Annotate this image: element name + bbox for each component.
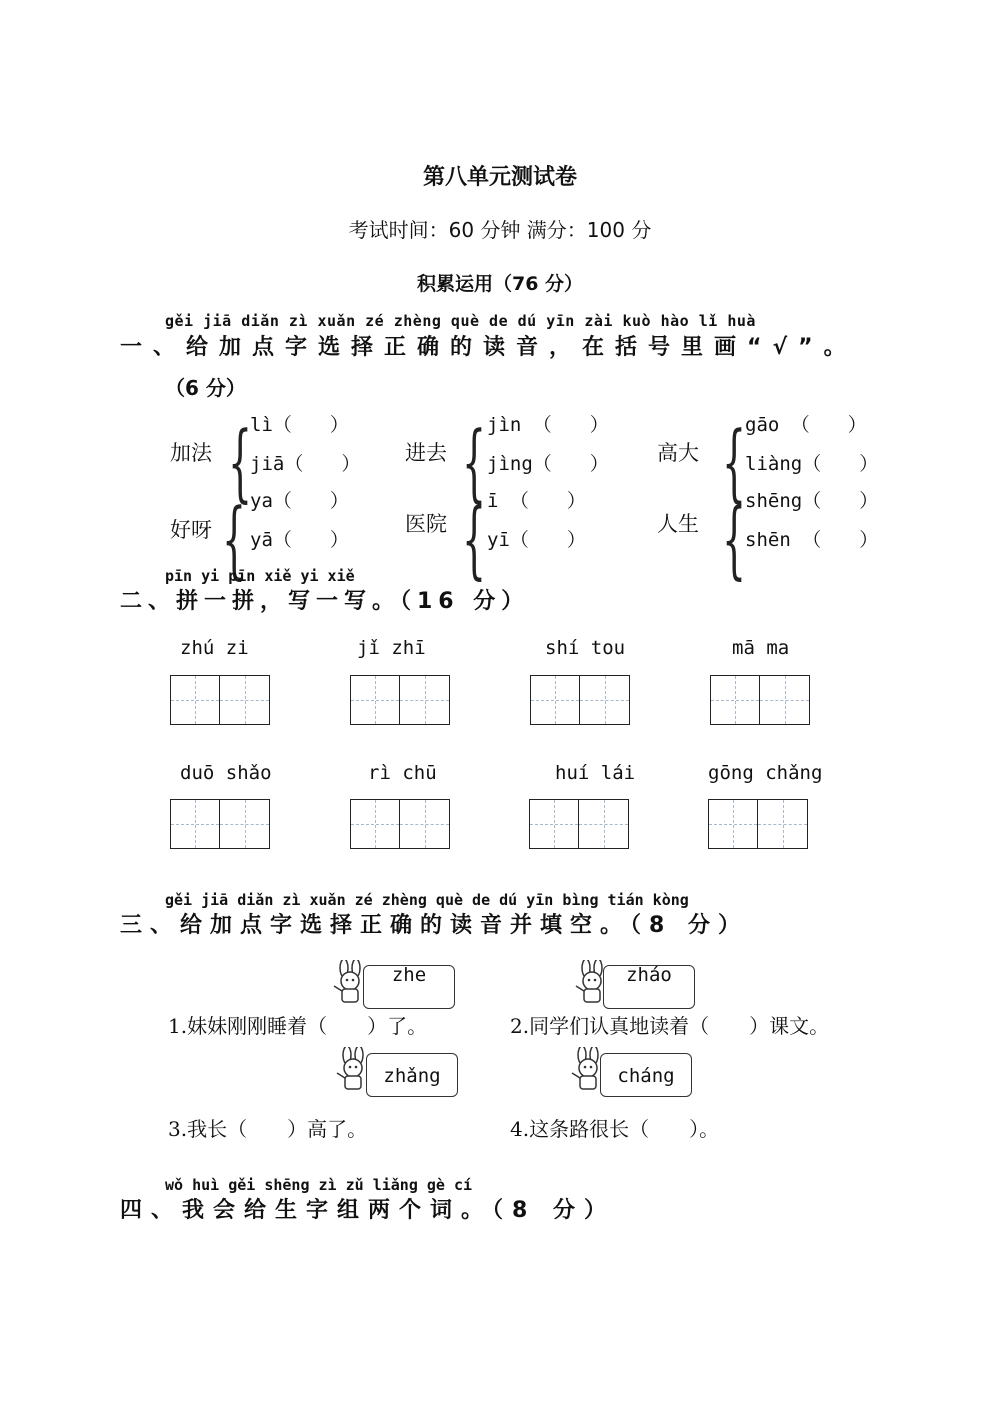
writing-grid[interactable] — [170, 799, 270, 849]
q1-pinyin: gěi jiā diǎn zì xuǎn zé zhèng què de dú yīn zài kuò hào lǐ huà — [165, 312, 756, 330]
q2-pinyin-item: rì chū — [368, 762, 437, 784]
q4-title: 四、我会给生字组两个词。（8 分） — [120, 1198, 615, 1223]
q1-option[interactable]: lì（ ） — [250, 414, 349, 436]
brace-icon: { — [228, 413, 253, 511]
pinyin-bubble: zhe — [363, 965, 455, 1009]
q1-word-yiyuan: 医院 — [405, 512, 447, 536]
pinyin-bubble: cháng — [600, 1053, 692, 1097]
q3-sentence: 2.同学们认真地读着（ ）课文。 — [510, 1014, 830, 1038]
q1-word-haoya: 好呀 — [170, 518, 212, 542]
q2-pinyin-item: jǐ zhī — [357, 637, 426, 659]
writing-grid[interactable] — [708, 799, 808, 849]
q1-option[interactable]: jiā（ ） — [250, 453, 361, 475]
q1-option[interactable]: shēng（ ） — [745, 490, 879, 512]
q1-word-jinqu: 进去 — [405, 441, 447, 465]
brace-icon: { — [462, 490, 487, 588]
q2-pinyin-item: mā ma — [732, 637, 790, 659]
q4-pinyin: wǒ huì gěi shēng zì zǔ liǎng gè cí — [165, 1176, 473, 1194]
brace-icon: { — [222, 490, 247, 588]
pinyin-bubble: zháo — [603, 965, 695, 1009]
q1-option[interactable]: ya（ ） — [250, 490, 349, 512]
writing-grid[interactable] — [350, 675, 450, 725]
q1-score: （6 分） — [165, 376, 246, 400]
q1-word-jiafa: 加法 — [170, 441, 212, 465]
exam-info: 考试时间：60 分钟 满分：100 分 — [348, 218, 652, 242]
q1-option[interactable]: gāo （ ） — [745, 414, 867, 436]
writing-grid[interactable] — [350, 799, 450, 849]
q2-title: 二、拼一拼，写一写。（16 分） — [120, 589, 530, 614]
pinyin-bubble: zhǎng — [366, 1053, 458, 1097]
writing-grid[interactable] — [529, 799, 629, 849]
part-title: 积累运用（76 分） — [416, 273, 584, 295]
q2-pinyin-item: huí lái — [555, 762, 636, 784]
q1-option[interactable]: yā（ ） — [250, 529, 349, 551]
q3-pinyin: gěi jiā diǎn zì xuǎn zé zhèng què de dú yīn bìng tián kòng — [165, 891, 689, 909]
brace-icon: { — [722, 490, 747, 588]
q2-pinyin-item: duō shǎo — [180, 762, 272, 784]
q2-pinyin-item: shí tou — [545, 637, 626, 659]
q1-option[interactable]: jìn （ ） — [487, 414, 609, 436]
q1-option[interactable]: liàng（ ） — [745, 453, 879, 475]
q3-title: 三、给加点字选择正确的读音并填空。（8 分） — [120, 913, 748, 938]
q3-sentence: 1.妹妹刚刚睡着（ ）了。 — [168, 1014, 428, 1038]
q1-word-rensheng: 人生 — [657, 512, 699, 536]
q1-option[interactable]: jìng（ ） — [487, 453, 609, 475]
q1-option[interactable]: yī（ ） — [487, 529, 586, 551]
page-title: 第八单元测试卷 — [422, 165, 577, 190]
q3-sentence: 4.这条路很长（ ）。 — [510, 1117, 720, 1141]
q2-pinyin-item: gōng chǎng — [708, 762, 823, 784]
q1-option[interactable]: ī （ ） — [487, 490, 586, 512]
writing-grid[interactable] — [170, 675, 270, 725]
q1-option[interactable]: shēn （ ） — [745, 529, 879, 551]
q2-pinyin-item: zhú zi — [180, 637, 249, 659]
q3-sentence: 3.我长（ ）高了。 — [168, 1117, 368, 1141]
q1-word-gaoda: 高大 — [657, 441, 699, 465]
brace-icon: { — [722, 413, 747, 511]
q1-title: 一、给加点字选择正确的读音，在括号里画“√”。 — [120, 335, 857, 360]
q2-pinyin: pīn yi pīn xiě yi xiě — [165, 567, 355, 585]
brace-icon: { — [462, 413, 487, 511]
writing-grid[interactable] — [710, 675, 810, 725]
writing-grid[interactable] — [530, 675, 630, 725]
